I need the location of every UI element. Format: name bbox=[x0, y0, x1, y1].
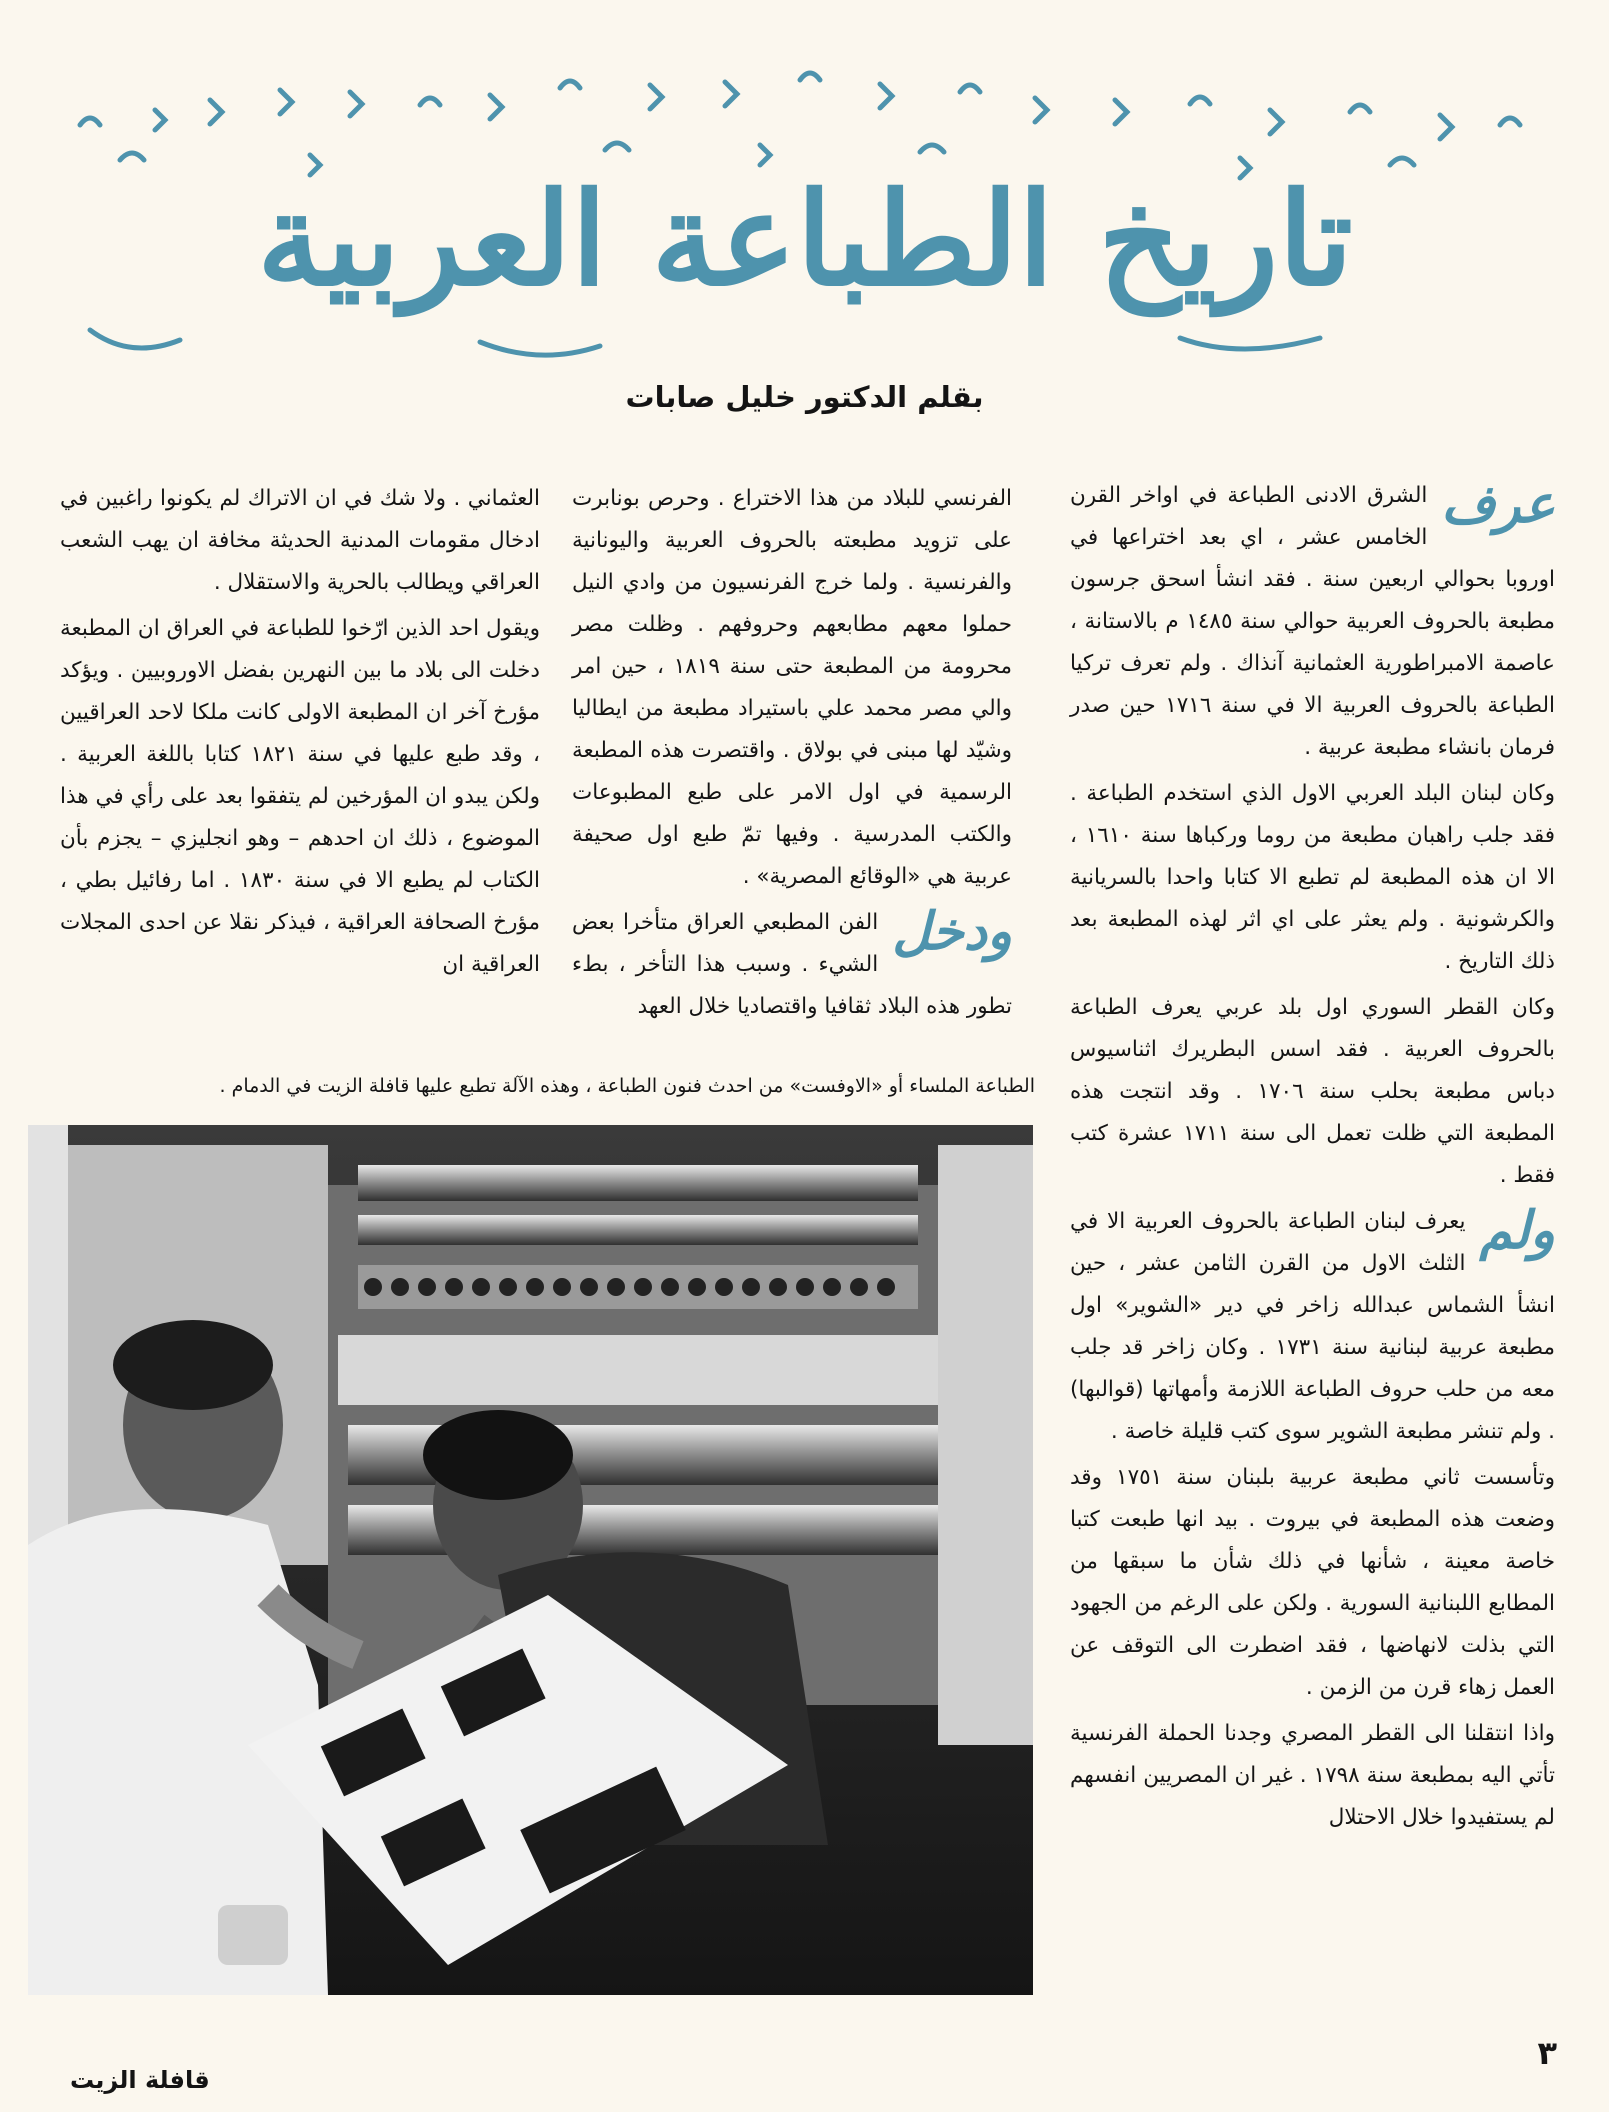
paragraph bbox=[1070, 475, 1555, 769]
paragraph-text: وكان لبنان البلد العربي الاول الذي استخدم الطباعة . فقد جلب راهبان مطبعة من روما وركباها سنة ١٦١٠ ، الا ان هذه المطبعة لم تطبع الا كتابا واحدا بالسريانية والكرشونية . ولم يعثر على اي اثر لهذه المطبعة بعد ذلك التاريخ . bbox=[1070, 781, 1555, 974]
paragraph bbox=[1070, 1457, 1555, 1709]
text-column-left bbox=[60, 478, 540, 990]
offset-press-photo bbox=[28, 1125, 1033, 1995]
paragraph bbox=[60, 478, 540, 604]
paragraph-text: وتأسست ثاني مطبعة عربية بلبنان سنة ١٧٥١ وقد وضعت هذه المطبعة في بيروت . بيد انها طبعت كتبا خاصة معينة ، شأنها في ذلك شأن ما سبقها من المطابع اللبنانية السورية . ولكن على الرغم من الجهود التي بذلت لانهاضها ، فقد اضطرت الى التوقف عن العمل زهاء قرن من الزمن . bbox=[1070, 1465, 1556, 1700]
text-column-right bbox=[1070, 475, 1555, 1843]
paragraph-text: الفن المطبعي العراق متأخرا بعض الشيء . وسبب هذا التأخر ، بطء تطور هذه البلاد ثقافيا واقتصاديا خلال العهد bbox=[572, 910, 1012, 1019]
paragraph-text: واذا انتقلنا الى القطر المصري وجدنا الحملة الفرنسية تأتي اليه بمطبعة سنة ١٧٩٨ . غير ان المصريين انفسهم لم يستفيدوا خلال الاحتلال bbox=[1070, 1721, 1555, 1830]
article-title: تاريخ الطباعة العربية bbox=[257, 165, 1353, 315]
paragraph-text: يعرف لبنان الطباعة بالحروف العربية الا في الثلث الاول من القرن الثامن عشر ، حين انشأ الشماس عبدالله زاخر في دير «الشوير» اول مطبعة عربية لبنانية سنة ١٧٣١ . وكان زاخر قد جلب معه من حلب حروف الطباعة اللازمة وأمهاتها (قوالبها) . ولم تنشر مطبعة الشوير سوى كتب قليلة خاصة . bbox=[1070, 1209, 1556, 1444]
text-column-middle bbox=[572, 478, 1012, 1032]
paragraph bbox=[60, 608, 540, 986]
paragraph bbox=[1070, 1713, 1555, 1839]
paragraph bbox=[572, 478, 1012, 898]
drop-initial: ولم bbox=[1479, 1200, 1555, 1261]
paragraph-text: الفرنسي للبلاد من هذا الاختراع . وحرص بونابرت على تزويد مطبعته بالحروف العربية واليونانية والفرنسية . ولما خرج الفرنسيون من وادي النيل حملوا معهم مطابعهم وحروفهم . وظلت مصر محرومة من المطبعة حتى سنة ١٨١٩ ، حين امر والي مصر محمد علي باستيراد مطبعة من ايطاليا وشيّد لها مبنى في بولاق . واقتصرت هذه المطبعة الرسمية في اول الامر على طبع المطبوعات والكتب المدرسية . وفيها تمّ طبع اول صحيفة عربية هي «الوقائع المصرية» . bbox=[572, 486, 1012, 889]
paragraph-text: ويقول احد الذين ارّخوا للطباعة في العراق ان المطبعة دخلت الى بلاد ما بين النهرين بفضل الاوروبيين . ويؤكد مؤرخ آخر ان المطبعة الاولى كانت ملكا لاحد العراقيين ، وقد طبع عليها في سنة ١٨٢١ كتابا باللغة العربية . ولكن يبدو ان المؤرخين لم يتفقوا بعد على رأي في هذا الموضوع ، ذلك ان احدهم – وهو انجليزي – يجزم بأن الكتاب لم يطبع الا في سنة ١٨٣٠ . اما رفائيل بطي ، مؤرخ الصحافة العراقية ، فيذكر نقلا عن احدى المجلات العراقية ان bbox=[60, 616, 540, 977]
photo-caption: الطباعة الملساء أو «الاوفست» من احدث فنون الطباعة ، وهذه الآلة تطبع عليها قافلة الزيت في الدمام . bbox=[219, 1075, 1035, 1097]
magazine-name: قافلة الزيت bbox=[70, 2066, 210, 2094]
paragraph bbox=[1070, 773, 1555, 983]
paragraph bbox=[572, 902, 1012, 1028]
photo-illustration bbox=[28, 1125, 1033, 1995]
drop-initial: ودخل bbox=[892, 901, 1012, 962]
paragraph-text: العثماني . ولا شك في ان الاتراك لم يكونوا راغبين في ادخال مقومات المدنية الحديثة مخافة ان يهب الشعب العراقي ويطالب بالحرية والاستقلال . bbox=[60, 486, 540, 595]
drop-initial: عرف bbox=[1441, 474, 1555, 535]
paragraph bbox=[1070, 1201, 1555, 1453]
title-area bbox=[60, 70, 1550, 370]
paragraph-text: الشرق الادنى الطباعة في اواخر القرن الخامس عشر ، اي بعد اختراعها في اوروبا بحوالي اربعين سنة . فقد انشأ اسحق جرسون مطبعة بالحروف العربية حوالي سنة ١٤٨٥ م بالاستانة ، عاصمة الامبراطورية العثمانية آنذاك . ولم تعرف تركيا الطباعة بالحروف العربية الا في سنة ١٧١٦ حين صدر فرمان بانشاء مطبعة عربية . bbox=[1070, 483, 1555, 760]
paragraph bbox=[1070, 987, 1555, 1197]
paragraph-text: وكان القطر السوري اول بلد عربي يعرف الطباعة بالحروف العربية . فقد اسس البطريرك اثناسيوس دباس مطبعة بحلب سنة ١٧٠٦ . وقد انتجت هذه المطبعة التي ظلت تعمل الى سنة ١٧١١ عشرة كتب فقط . bbox=[1070, 995, 1555, 1188]
page-number: ٣ bbox=[1537, 2034, 1557, 2072]
article-byline: بقلم الدكتور خليل صابات bbox=[625, 380, 984, 414]
